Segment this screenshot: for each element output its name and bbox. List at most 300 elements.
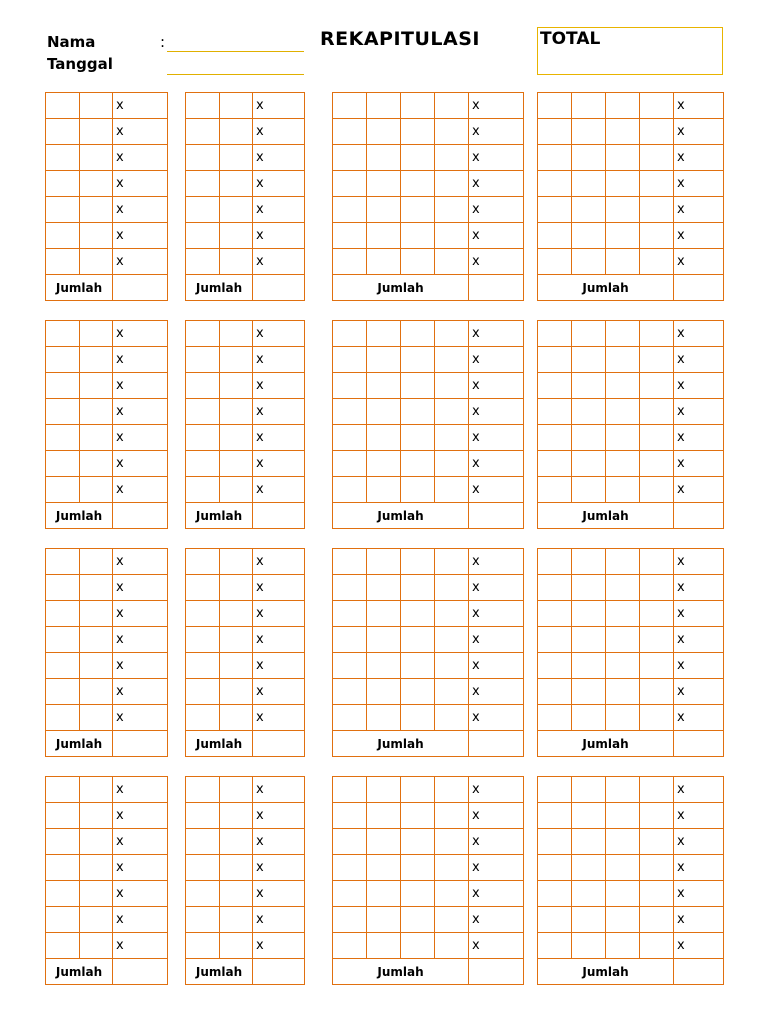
tally-input-cell[interactable] — [606, 321, 640, 347]
tally-input-cell[interactable] — [186, 601, 220, 627]
multiply-mark[interactable]: x — [674, 933, 724, 959]
tally-input-cell[interactable] — [640, 777, 674, 803]
tally-input-cell[interactable] — [401, 855, 435, 881]
jumlah-value-cell[interactable] — [469, 731, 524, 757]
tally-input-cell[interactable] — [80, 171, 113, 197]
tally-input-cell[interactable] — [606, 855, 640, 881]
multiply-mark[interactable]: x — [253, 575, 305, 601]
tally-input-cell[interactable] — [367, 477, 401, 503]
multiply-mark[interactable]: x — [253, 451, 305, 477]
multiply-mark[interactable]: x — [674, 171, 724, 197]
multiply-mark[interactable]: x — [674, 321, 724, 347]
tally-input-cell[interactable] — [333, 373, 367, 399]
multiply-mark[interactable]: x — [113, 881, 168, 907]
tally-input-cell[interactable] — [606, 347, 640, 373]
tally-input-cell[interactable] — [401, 907, 435, 933]
tally-input-cell[interactable] — [46, 777, 80, 803]
tally-input-cell[interactable] — [186, 705, 220, 731]
multiply-mark[interactable]: x — [113, 197, 168, 223]
multiply-mark[interactable]: x — [253, 601, 305, 627]
tally-input-cell[interactable] — [538, 223, 572, 249]
tally-input-cell[interactable] — [435, 653, 469, 679]
tally-input-cell[interactable] — [606, 477, 640, 503]
multiply-mark[interactable]: x — [253, 933, 305, 959]
tally-input-cell[interactable] — [572, 197, 606, 223]
tally-input-cell[interactable] — [538, 855, 572, 881]
multiply-mark[interactable]: x — [674, 777, 724, 803]
tally-input-cell[interactable] — [80, 803, 113, 829]
tally-input-cell[interactable] — [367, 653, 401, 679]
tally-input-cell[interactable] — [606, 249, 640, 275]
tally-input-cell[interactable] — [333, 451, 367, 477]
tally-input-cell[interactable] — [333, 477, 367, 503]
multiply-mark[interactable]: x — [469, 477, 524, 503]
tally-input-cell[interactable] — [606, 425, 640, 451]
multiply-mark[interactable]: x — [469, 93, 524, 119]
tally-input-cell[interactable] — [333, 855, 367, 881]
tally-input-cell[interactable] — [220, 881, 253, 907]
tally-input-cell[interactable] — [367, 933, 401, 959]
tally-input-cell[interactable] — [333, 803, 367, 829]
tally-input-cell[interactable] — [46, 451, 80, 477]
tally-input-cell[interactable] — [538, 373, 572, 399]
multiply-mark[interactable]: x — [469, 223, 524, 249]
multiply-mark[interactable]: x — [674, 601, 724, 627]
tally-input-cell[interactable] — [333, 829, 367, 855]
tally-input-cell[interactable] — [46, 855, 80, 881]
tally-input-cell[interactable] — [46, 119, 80, 145]
tally-input-cell[interactable] — [401, 477, 435, 503]
jumlah-value-cell[interactable] — [674, 959, 724, 985]
tally-input-cell[interactable] — [186, 399, 220, 425]
multiply-mark[interactable]: x — [253, 653, 305, 679]
tally-input-cell[interactable] — [220, 425, 253, 451]
tally-input-cell[interactable] — [46, 373, 80, 399]
tally-input-cell[interactable] — [46, 249, 80, 275]
tally-input-cell[interactable] — [220, 829, 253, 855]
tally-input-cell[interactable] — [606, 777, 640, 803]
tally-input-cell[interactable] — [367, 705, 401, 731]
tally-input-cell[interactable] — [186, 777, 220, 803]
tally-input-cell[interactable] — [401, 373, 435, 399]
tally-input-cell[interactable] — [606, 653, 640, 679]
tally-input-cell[interactable] — [640, 679, 674, 705]
tally-input-cell[interactable] — [220, 249, 253, 275]
multiply-mark[interactable]: x — [469, 373, 524, 399]
tally-input-cell[interactable] — [367, 93, 401, 119]
jumlah-value-cell[interactable] — [469, 959, 524, 985]
tally-input-cell[interactable] — [186, 829, 220, 855]
tally-input-cell[interactable] — [401, 425, 435, 451]
tally-input-cell[interactable] — [606, 601, 640, 627]
multiply-mark[interactable]: x — [113, 171, 168, 197]
tally-input-cell[interactable] — [572, 347, 606, 373]
tally-input-cell[interactable] — [367, 881, 401, 907]
tally-input-cell[interactable] — [80, 399, 113, 425]
tally-input-cell[interactable] — [220, 93, 253, 119]
multiply-mark[interactable]: x — [469, 907, 524, 933]
multiply-mark[interactable]: x — [113, 549, 168, 575]
tally-input-cell[interactable] — [46, 575, 80, 601]
tally-input-cell[interactable] — [80, 321, 113, 347]
tally-input-cell[interactable] — [333, 653, 367, 679]
multiply-mark[interactable]: x — [469, 399, 524, 425]
tally-input-cell[interactable] — [220, 549, 253, 575]
tally-input-cell[interactable] — [80, 881, 113, 907]
tally-input-cell[interactable] — [220, 601, 253, 627]
multiply-mark[interactable]: x — [113, 451, 168, 477]
tally-input-cell[interactable] — [435, 627, 469, 653]
multiply-mark[interactable]: x — [674, 223, 724, 249]
tally-input-cell[interactable] — [220, 119, 253, 145]
tally-input-cell[interactable] — [367, 197, 401, 223]
tally-input-cell[interactable] — [80, 347, 113, 373]
tally-input-cell[interactable] — [640, 705, 674, 731]
tally-input-cell[interactable] — [401, 145, 435, 171]
multiply-mark[interactable]: x — [113, 321, 168, 347]
tally-input-cell[interactable] — [538, 705, 572, 731]
tally-input-cell[interactable] — [80, 575, 113, 601]
total-box[interactable] — [537, 27, 723, 75]
multiply-mark[interactable]: x — [113, 373, 168, 399]
tally-input-cell[interactable] — [186, 549, 220, 575]
tally-input-cell[interactable] — [538, 829, 572, 855]
tally-input-cell[interactable] — [538, 347, 572, 373]
tally-input-cell[interactable] — [606, 575, 640, 601]
tally-input-cell[interactable] — [640, 881, 674, 907]
tally-input-cell[interactable] — [46, 93, 80, 119]
tally-input-cell[interactable] — [538, 777, 572, 803]
tally-input-cell[interactable] — [401, 829, 435, 855]
multiply-mark[interactable]: x — [113, 477, 168, 503]
tally-input-cell[interactable] — [186, 575, 220, 601]
tally-input-cell[interactable] — [46, 549, 80, 575]
tanggal-field-line[interactable] — [167, 74, 304, 75]
tally-input-cell[interactable] — [435, 321, 469, 347]
tally-input-cell[interactable] — [435, 881, 469, 907]
multiply-mark[interactable]: x — [469, 881, 524, 907]
tally-input-cell[interactable] — [435, 399, 469, 425]
tally-input-cell[interactable] — [572, 93, 606, 119]
tally-input-cell[interactable] — [367, 373, 401, 399]
tally-input-cell[interactable] — [46, 601, 80, 627]
tally-input-cell[interactable] — [46, 197, 80, 223]
tally-input-cell[interactable] — [80, 855, 113, 881]
multiply-mark[interactable]: x — [113, 93, 168, 119]
tally-input-cell[interactable] — [572, 653, 606, 679]
multiply-mark[interactable]: x — [253, 347, 305, 373]
multiply-mark[interactable]: x — [253, 907, 305, 933]
multiply-mark[interactable]: x — [674, 373, 724, 399]
multiply-mark[interactable]: x — [469, 933, 524, 959]
multiply-mark[interactable]: x — [469, 171, 524, 197]
tally-input-cell[interactable] — [435, 575, 469, 601]
multiply-mark[interactable]: x — [253, 223, 305, 249]
multiply-mark[interactable]: x — [113, 907, 168, 933]
multiply-mark[interactable]: x — [674, 197, 724, 223]
tally-input-cell[interactable] — [80, 425, 113, 451]
tally-input-cell[interactable] — [333, 145, 367, 171]
tally-input-cell[interactable] — [640, 627, 674, 653]
tally-input-cell[interactable] — [401, 653, 435, 679]
tally-input-cell[interactable] — [401, 803, 435, 829]
multiply-mark[interactable]: x — [469, 679, 524, 705]
multiply-mark[interactable]: x — [674, 679, 724, 705]
multiply-mark[interactable]: x — [674, 803, 724, 829]
multiply-mark[interactable]: x — [674, 705, 724, 731]
tally-input-cell[interactable] — [606, 679, 640, 705]
tally-input-cell[interactable] — [186, 93, 220, 119]
tally-input-cell[interactable] — [572, 855, 606, 881]
multiply-mark[interactable]: x — [253, 829, 305, 855]
multiply-mark[interactable]: x — [113, 223, 168, 249]
tally-input-cell[interactable] — [401, 399, 435, 425]
tally-input-cell[interactable] — [538, 477, 572, 503]
tally-input-cell[interactable] — [572, 477, 606, 503]
tally-input-cell[interactable] — [401, 451, 435, 477]
multiply-mark[interactable]: x — [253, 777, 305, 803]
tally-input-cell[interactable] — [220, 477, 253, 503]
tally-input-cell[interactable] — [606, 829, 640, 855]
tally-input-cell[interactable] — [435, 347, 469, 373]
multiply-mark[interactable]: x — [469, 705, 524, 731]
tally-input-cell[interactable] — [538, 627, 572, 653]
tally-input-cell[interactable] — [367, 171, 401, 197]
tally-input-cell[interactable] — [401, 679, 435, 705]
tally-input-cell[interactable] — [46, 425, 80, 451]
tally-input-cell[interactable] — [80, 933, 113, 959]
tally-input-cell[interactable] — [367, 549, 401, 575]
tally-input-cell[interactable] — [538, 145, 572, 171]
multiply-mark[interactable]: x — [674, 575, 724, 601]
multiply-mark[interactable]: x — [113, 145, 168, 171]
tally-input-cell[interactable] — [401, 171, 435, 197]
tally-input-cell[interactable] — [572, 777, 606, 803]
multiply-mark[interactable]: x — [113, 705, 168, 731]
multiply-mark[interactable]: x — [113, 829, 168, 855]
tally-input-cell[interactable] — [367, 679, 401, 705]
tally-input-cell[interactable] — [333, 601, 367, 627]
tally-input-cell[interactable] — [367, 119, 401, 145]
tally-input-cell[interactable] — [220, 223, 253, 249]
tally-input-cell[interactable] — [80, 373, 113, 399]
multiply-mark[interactable]: x — [674, 881, 724, 907]
multiply-mark[interactable]: x — [674, 249, 724, 275]
jumlah-value-cell[interactable] — [113, 959, 168, 985]
multiply-mark[interactable]: x — [469, 777, 524, 803]
tally-input-cell[interactable] — [80, 653, 113, 679]
tally-input-cell[interactable] — [640, 933, 674, 959]
tally-input-cell[interactable] — [572, 223, 606, 249]
multiply-mark[interactable]: x — [113, 803, 168, 829]
tally-input-cell[interactable] — [640, 171, 674, 197]
tally-input-cell[interactable] — [80, 477, 113, 503]
multiply-mark[interactable]: x — [674, 119, 724, 145]
jumlah-value-cell[interactable] — [674, 731, 724, 757]
tally-input-cell[interactable] — [186, 653, 220, 679]
tally-input-cell[interactable] — [572, 907, 606, 933]
tally-input-cell[interactable] — [80, 119, 113, 145]
tally-input-cell[interactable] — [220, 653, 253, 679]
multiply-mark[interactable]: x — [113, 347, 168, 373]
tally-input-cell[interactable] — [80, 627, 113, 653]
tally-input-cell[interactable] — [606, 549, 640, 575]
tally-input-cell[interactable] — [572, 803, 606, 829]
tally-input-cell[interactable] — [46, 705, 80, 731]
tally-input-cell[interactable] — [640, 803, 674, 829]
tally-input-cell[interactable] — [435, 549, 469, 575]
tally-input-cell[interactable] — [572, 601, 606, 627]
tally-input-cell[interactable] — [333, 907, 367, 933]
multiply-mark[interactable]: x — [674, 477, 724, 503]
tally-input-cell[interactable] — [606, 93, 640, 119]
tally-input-cell[interactable] — [367, 601, 401, 627]
tally-input-cell[interactable] — [640, 653, 674, 679]
multiply-mark[interactable]: x — [113, 855, 168, 881]
tally-input-cell[interactable] — [435, 907, 469, 933]
tally-input-cell[interactable] — [46, 145, 80, 171]
tally-input-cell[interactable] — [186, 347, 220, 373]
tally-input-cell[interactable] — [80, 601, 113, 627]
tally-input-cell[interactable] — [538, 425, 572, 451]
tally-input-cell[interactable] — [572, 705, 606, 731]
jumlah-value-cell[interactable] — [253, 959, 305, 985]
tally-input-cell[interactable] — [220, 171, 253, 197]
tally-input-cell[interactable] — [538, 881, 572, 907]
multiply-mark[interactable]: x — [113, 575, 168, 601]
tally-input-cell[interactable] — [572, 451, 606, 477]
tally-input-cell[interactable] — [333, 549, 367, 575]
tally-input-cell[interactable] — [220, 907, 253, 933]
tally-input-cell[interactable] — [640, 477, 674, 503]
multiply-mark[interactable]: x — [469, 197, 524, 223]
tally-input-cell[interactable] — [401, 119, 435, 145]
multiply-mark[interactable]: x — [253, 477, 305, 503]
tally-input-cell[interactable] — [435, 145, 469, 171]
tally-input-cell[interactable] — [367, 575, 401, 601]
tally-input-cell[interactable] — [538, 119, 572, 145]
tally-input-cell[interactable] — [640, 399, 674, 425]
tally-input-cell[interactable] — [367, 347, 401, 373]
multiply-mark[interactable]: x — [469, 145, 524, 171]
jumlah-value-cell[interactable] — [113, 503, 168, 529]
tally-input-cell[interactable] — [538, 171, 572, 197]
tally-input-cell[interactable] — [46, 829, 80, 855]
multiply-mark[interactable]: x — [674, 399, 724, 425]
tally-input-cell[interactable] — [333, 197, 367, 223]
tally-input-cell[interactable] — [80, 249, 113, 275]
tally-input-cell[interactable] — [367, 145, 401, 171]
tally-input-cell[interactable] — [435, 705, 469, 731]
tally-input-cell[interactable] — [538, 549, 572, 575]
multiply-mark[interactable]: x — [469, 347, 524, 373]
tally-input-cell[interactable] — [220, 451, 253, 477]
tally-input-cell[interactable] — [640, 425, 674, 451]
tally-input-cell[interactable] — [333, 223, 367, 249]
tally-input-cell[interactable] — [606, 399, 640, 425]
tally-input-cell[interactable] — [186, 321, 220, 347]
multiply-mark[interactable]: x — [674, 451, 724, 477]
multiply-mark[interactable]: x — [113, 933, 168, 959]
nama-field-line[interactable] — [167, 51, 304, 52]
tally-input-cell[interactable] — [640, 855, 674, 881]
multiply-mark[interactable]: x — [674, 93, 724, 119]
tally-input-cell[interactable] — [538, 601, 572, 627]
tally-input-cell[interactable] — [46, 803, 80, 829]
tally-input-cell[interactable] — [401, 627, 435, 653]
tally-input-cell[interactable] — [220, 855, 253, 881]
tally-input-cell[interactable] — [333, 321, 367, 347]
tally-input-cell[interactable] — [538, 451, 572, 477]
tally-input-cell[interactable] — [333, 425, 367, 451]
tally-input-cell[interactable] — [435, 829, 469, 855]
multiply-mark[interactable]: x — [469, 549, 524, 575]
multiply-mark[interactable]: x — [253, 119, 305, 145]
tally-input-cell[interactable] — [80, 223, 113, 249]
multiply-mark[interactable]: x — [469, 249, 524, 275]
multiply-mark[interactable]: x — [113, 425, 168, 451]
tally-input-cell[interactable] — [435, 373, 469, 399]
tally-input-cell[interactable] — [538, 93, 572, 119]
multiply-mark[interactable]: x — [674, 829, 724, 855]
tally-input-cell[interactable] — [186, 907, 220, 933]
multiply-mark[interactable]: x — [113, 627, 168, 653]
multiply-mark[interactable]: x — [674, 425, 724, 451]
tally-input-cell[interactable] — [186, 627, 220, 653]
tally-input-cell[interactable] — [46, 223, 80, 249]
tally-input-cell[interactable] — [640, 907, 674, 933]
tally-input-cell[interactable] — [640, 451, 674, 477]
tally-input-cell[interactable] — [538, 249, 572, 275]
tally-input-cell[interactable] — [186, 197, 220, 223]
multiply-mark[interactable]: x — [469, 451, 524, 477]
tally-input-cell[interactable] — [80, 777, 113, 803]
tally-input-cell[interactable] — [435, 679, 469, 705]
tally-input-cell[interactable] — [401, 197, 435, 223]
tally-input-cell[interactable] — [640, 145, 674, 171]
multiply-mark[interactable]: x — [113, 777, 168, 803]
tally-input-cell[interactable] — [333, 679, 367, 705]
tally-input-cell[interactable] — [367, 907, 401, 933]
tally-input-cell[interactable] — [640, 119, 674, 145]
tally-input-cell[interactable] — [572, 933, 606, 959]
tally-input-cell[interactable] — [401, 933, 435, 959]
tally-input-cell[interactable] — [220, 627, 253, 653]
tally-input-cell[interactable] — [186, 249, 220, 275]
tally-input-cell[interactable] — [640, 575, 674, 601]
tally-input-cell[interactable] — [80, 705, 113, 731]
tally-input-cell[interactable] — [220, 933, 253, 959]
tally-input-cell[interactable] — [367, 425, 401, 451]
tally-input-cell[interactable] — [572, 145, 606, 171]
tally-input-cell[interactable] — [606, 705, 640, 731]
tally-input-cell[interactable] — [538, 907, 572, 933]
tally-input-cell[interactable] — [46, 653, 80, 679]
tally-input-cell[interactable] — [186, 855, 220, 881]
tally-input-cell[interactable] — [46, 881, 80, 907]
tally-input-cell[interactable] — [333, 705, 367, 731]
tally-input-cell[interactable] — [367, 777, 401, 803]
jumlah-value-cell[interactable] — [674, 275, 724, 301]
tally-input-cell[interactable] — [572, 575, 606, 601]
tally-input-cell[interactable] — [186, 373, 220, 399]
tally-input-cell[interactable] — [538, 321, 572, 347]
multiply-mark[interactable]: x — [253, 373, 305, 399]
tally-input-cell[interactable] — [572, 249, 606, 275]
tally-input-cell[interactable] — [640, 549, 674, 575]
tally-input-cell[interactable] — [333, 933, 367, 959]
multiply-mark[interactable]: x — [253, 855, 305, 881]
